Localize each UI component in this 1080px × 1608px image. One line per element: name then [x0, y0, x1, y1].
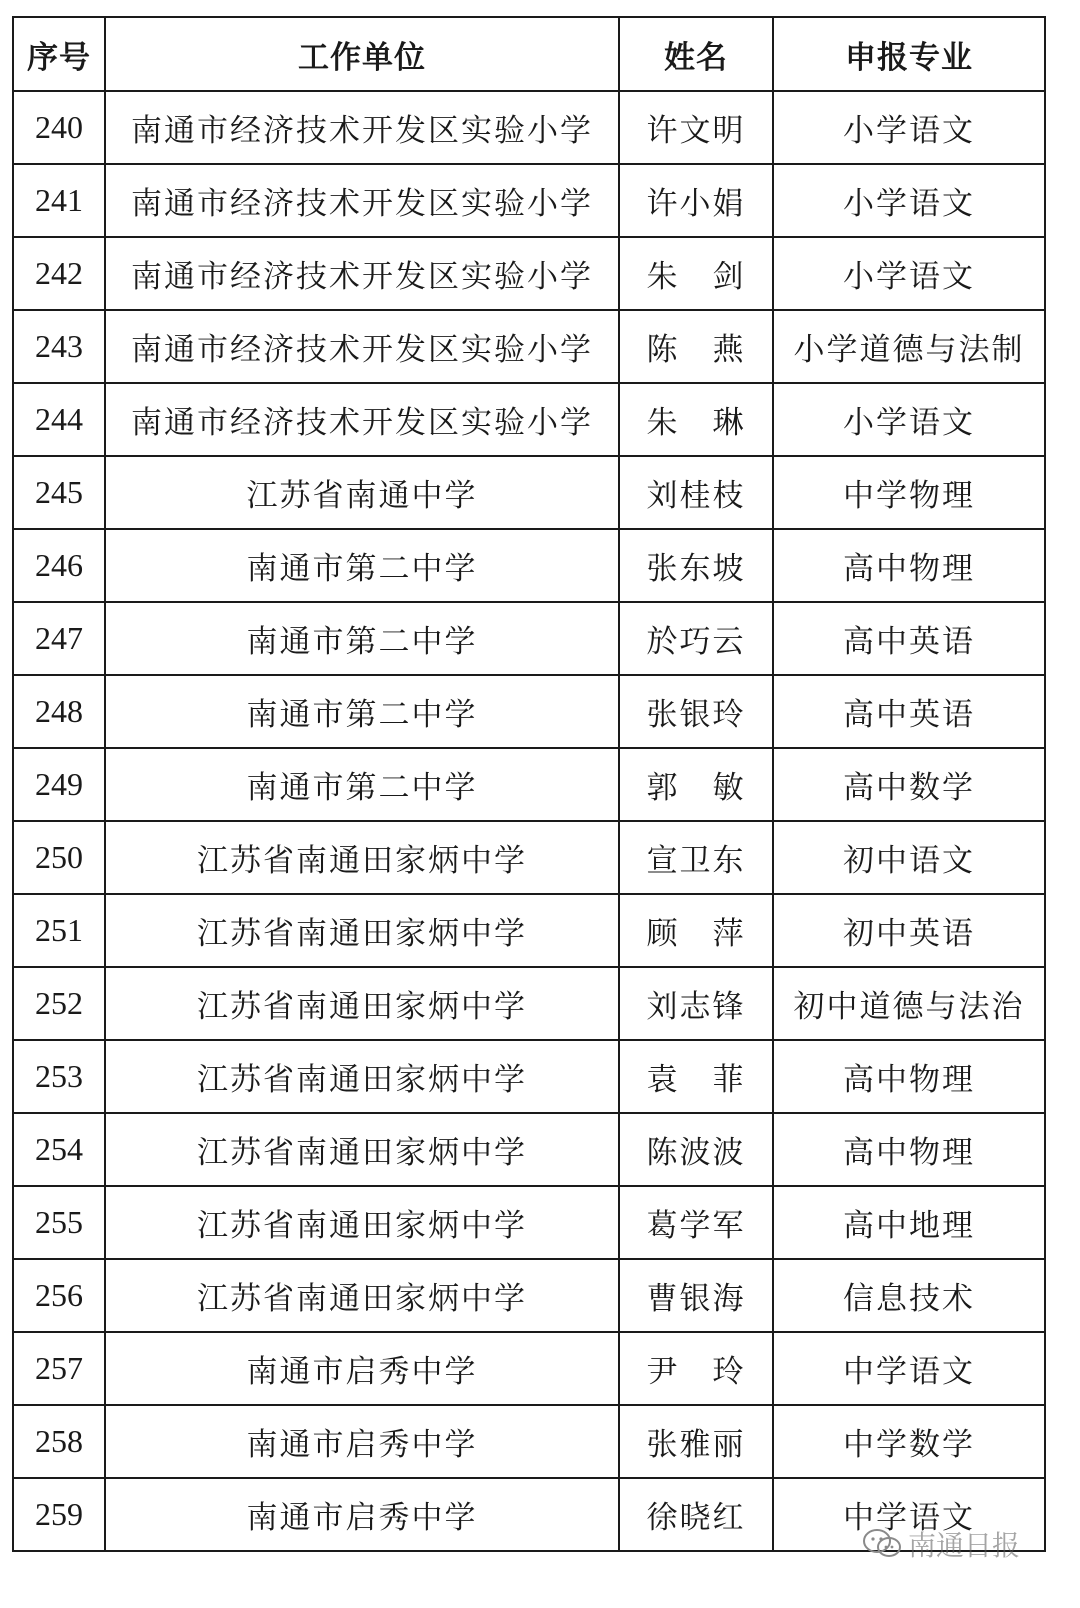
table-row — [13, 1259, 1045, 1332]
cell-name: 袁 菲 — [619, 1040, 773, 1113]
watermark-text: 南通日报 — [907, 1529, 1020, 1562]
cell-name: 曹银海 — [619, 1259, 773, 1332]
cell-name: 许文明 — [619, 91, 773, 164]
header-work-unit: 工作单位 — [105, 17, 619, 91]
cell-serial-number: 248 — [13, 675, 105, 748]
cell-work-unit: 南通市启秀中学 — [105, 1478, 619, 1551]
cell-serial-number: 256 — [13, 1259, 105, 1332]
cell-name: 张雅丽 — [619, 1405, 773, 1478]
cell-name: 葛学军 — [619, 1186, 773, 1259]
cell-name: 於巧云 — [619, 602, 773, 675]
cell-work-unit: 南通市第二中学 — [105, 748, 619, 821]
cell-serial-number: 255 — [13, 1186, 105, 1259]
table-body — [13, 91, 1045, 1551]
table-row — [13, 1405, 1045, 1478]
table-row — [13, 894, 1045, 967]
cell-serial-number: 254 — [13, 1113, 105, 1186]
cell-name: 许小娟 — [619, 164, 773, 237]
cell-declared-major: 高中数学 — [773, 748, 1045, 821]
table-row — [13, 310, 1045, 383]
table-row — [13, 1332, 1045, 1405]
cell-name: 张银玲 — [619, 675, 773, 748]
cell-work-unit: 南通市经济技术开发区实验小学 — [105, 237, 619, 310]
table-row — [13, 1040, 1045, 1113]
cell-name: 朱 琳 — [619, 383, 773, 456]
cell-name: 郭 敏 — [619, 748, 773, 821]
cell-name: 朱 剑 — [619, 237, 773, 310]
cell-declared-major: 初中语文 — [773, 821, 1045, 894]
cell-serial-number: 241 — [13, 164, 105, 237]
cell-name: 宣卫东 — [619, 821, 773, 894]
cell-name: 刘桂枝 — [619, 456, 773, 529]
cell-serial-number: 249 — [13, 748, 105, 821]
cell-name: 陈 燕 — [619, 310, 773, 383]
cell-name: 陈波波 — [619, 1113, 773, 1186]
cell-declared-major: 中学语文 — [773, 1332, 1045, 1405]
cell-serial-number: 258 — [13, 1405, 105, 1478]
cell-declared-major: 中学物理 — [773, 456, 1045, 529]
cell-serial-number: 251 — [13, 894, 105, 967]
cell-name: 刘志锋 — [619, 967, 773, 1040]
cell-declared-major: 小学语文 — [773, 383, 1045, 456]
cell-work-unit: 江苏省南通田家炳中学 — [105, 821, 619, 894]
cell-serial-number: 253 — [13, 1040, 105, 1113]
cell-declared-major: 初中道德与法治 — [773, 967, 1045, 1040]
cell-work-unit: 江苏省南通田家炳中学 — [105, 1040, 619, 1113]
cell-serial-number: 243 — [13, 310, 105, 383]
table-row — [13, 675, 1045, 748]
cell-work-unit: 南通市第二中学 — [105, 602, 619, 675]
header-row — [13, 17, 1045, 91]
cell-serial-number: 242 — [13, 237, 105, 310]
table-row — [13, 748, 1045, 821]
cell-declared-major: 小学语文 — [773, 91, 1045, 164]
cell-serial-number: 240 — [13, 91, 105, 164]
cell-work-unit: 南通市经济技术开发区实验小学 — [105, 383, 619, 456]
cell-work-unit: 南通市第二中学 — [105, 675, 619, 748]
table-header — [13, 17, 1045, 91]
table-row — [13, 237, 1045, 310]
cell-serial-number: 259 — [13, 1478, 105, 1551]
table-row — [13, 529, 1045, 602]
cell-declared-major: 高中物理 — [773, 1113, 1045, 1186]
table-row — [13, 821, 1045, 894]
cell-serial-number: 252 — [13, 967, 105, 1040]
cell-work-unit: 江苏省南通田家炳中学 — [105, 894, 619, 967]
cell-name: 徐晓红 — [619, 1478, 773, 1551]
cell-serial-number: 247 — [13, 602, 105, 675]
cell-work-unit: 南通市第二中学 — [105, 529, 619, 602]
cell-work-unit: 南通市经济技术开发区实验小学 — [105, 310, 619, 383]
cell-work-unit: 江苏省南通田家炳中学 — [105, 1259, 619, 1332]
table-row — [13, 602, 1045, 675]
cell-declared-major: 初中英语 — [773, 894, 1045, 967]
cell-serial-number: 245 — [13, 456, 105, 529]
cell-declared-major: 高中英语 — [773, 675, 1045, 748]
cell-name: 张东坡 — [619, 529, 773, 602]
header-declared-major: 申报专业 — [773, 17, 1045, 91]
cell-serial-number: 250 — [13, 821, 105, 894]
cell-serial-number: 246 — [13, 529, 105, 602]
cell-declared-major: 高中物理 — [773, 529, 1045, 602]
cell-work-unit: 江苏省南通中学 — [105, 456, 619, 529]
cell-declared-major: 小学语文 — [773, 237, 1045, 310]
table-row — [13, 1113, 1045, 1186]
cell-declared-major: 信息技术 — [773, 1259, 1045, 1332]
cell-declared-major: 中学数学 — [773, 1405, 1045, 1478]
table-row — [13, 164, 1045, 237]
cell-serial-number: 257 — [13, 1332, 105, 1405]
cell-name: 顾 萍 — [619, 894, 773, 967]
table-row — [13, 456, 1045, 529]
cell-serial-number: 244 — [13, 383, 105, 456]
cell-declared-major: 高中英语 — [773, 602, 1045, 675]
header-serial-number: 序号 — [13, 17, 105, 91]
cell-name: 尹 玲 — [619, 1332, 773, 1405]
cell-work-unit: 江苏省南通田家炳中学 — [105, 1186, 619, 1259]
table-row — [13, 383, 1045, 456]
table-row — [13, 91, 1045, 164]
cell-declared-major: 高中地理 — [773, 1186, 1045, 1259]
cell-declared-major: 小学语文 — [773, 164, 1045, 237]
cell-declared-major: 高中物理 — [773, 1040, 1045, 1113]
cell-declared-major: 中学语文 — [773, 1478, 1045, 1551]
roster-table — [12, 16, 1046, 1552]
table-row — [13, 1186, 1045, 1259]
table-row — [13, 1478, 1045, 1551]
cell-work-unit: 南通市经济技术开发区实验小学 — [105, 91, 619, 164]
cell-declared-major: 小学道德与法制 — [773, 310, 1045, 383]
cell-work-unit: 南通市启秀中学 — [105, 1332, 619, 1405]
cell-work-unit: 江苏省南通田家炳中学 — [105, 967, 619, 1040]
cell-work-unit: 江苏省南通田家炳中学 — [105, 1113, 619, 1186]
cell-work-unit: 南通市经济技术开发区实验小学 — [105, 164, 619, 237]
table-row — [13, 967, 1045, 1040]
cell-work-unit: 南通市启秀中学 — [105, 1405, 619, 1478]
header-name: 姓名 — [619, 17, 773, 91]
